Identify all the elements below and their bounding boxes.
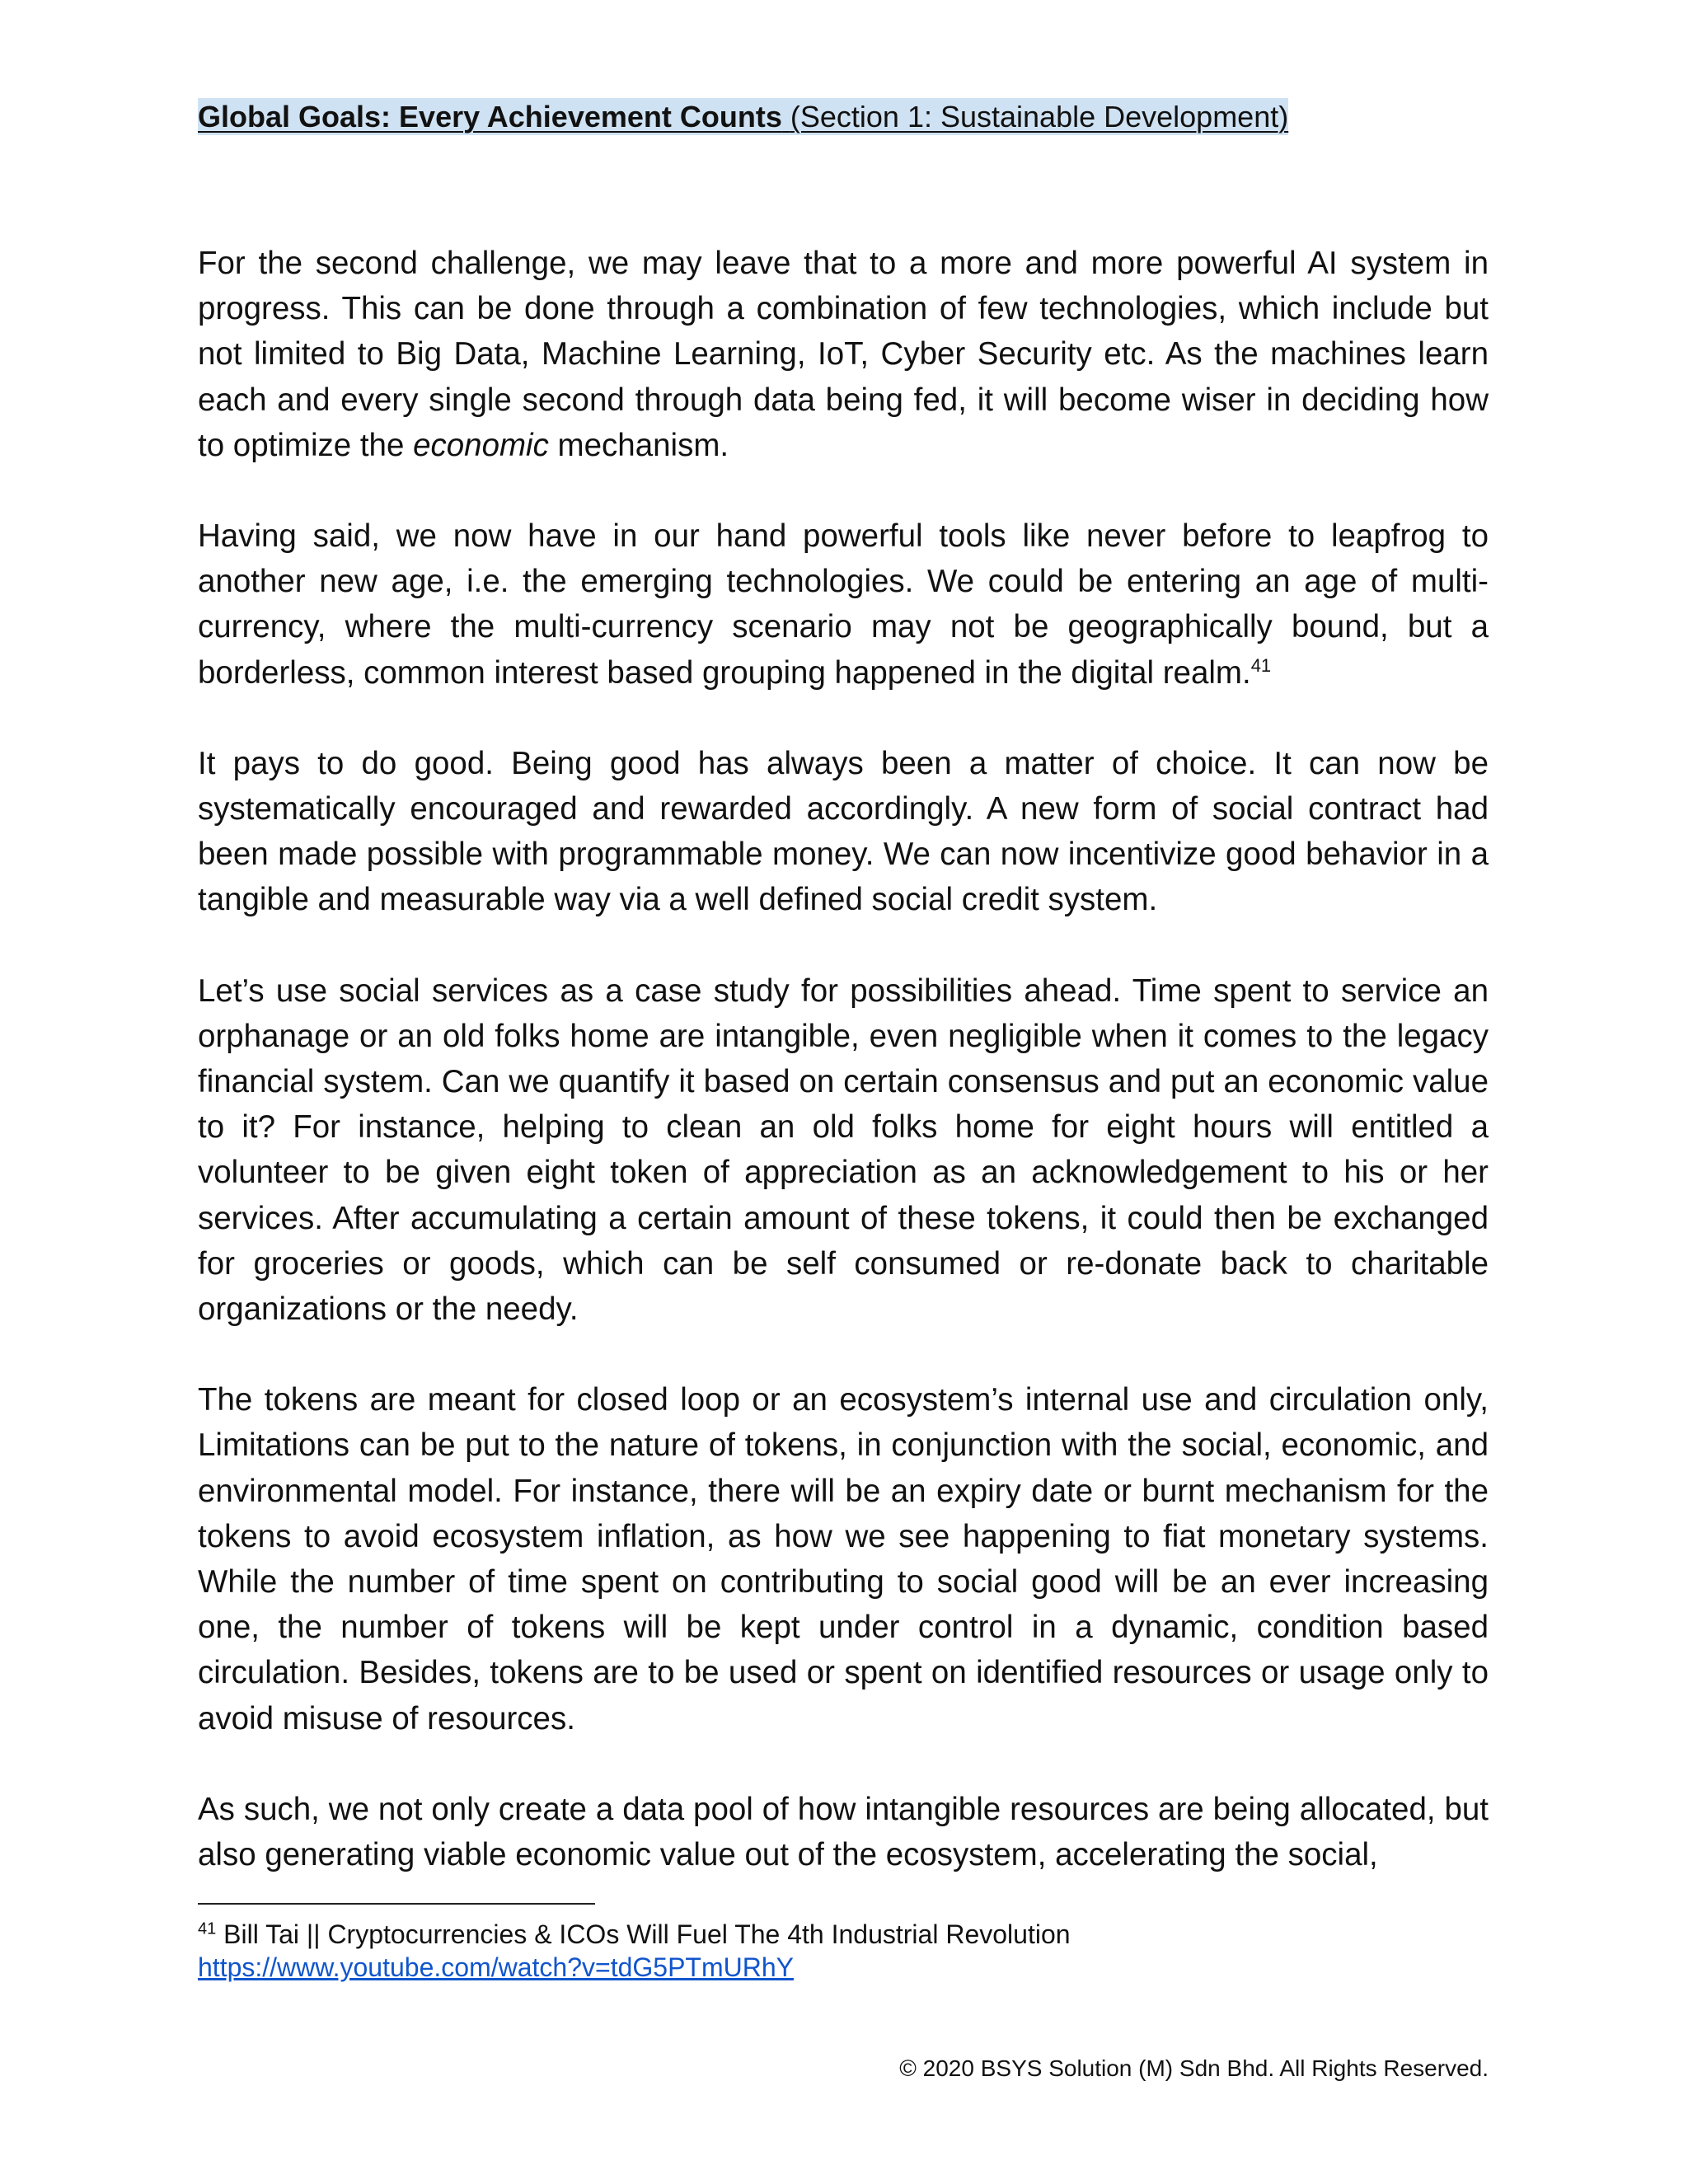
paragraph-5-text: The tokens are meant for closed loop or an ecosystem’s internal use and circulation only, Limitations can be put to the nature of tokens, in conjunction with the social, economic, and environmental model. For instance, there will be an expiry date or burnt mechanism for the tokens to avoid ecosystem inflation, as how we see happening to fiat monetary systems. While the number of time spent on contributing to social good will be an ever increasing one, the number of tokens will be kept under control in a dynamic, condition based circulation. Besides, tokens are to be used or spent on identified resources or usage only to avoid misuse of resources.	[198, 1382, 1489, 1736]
paragraph-1	[198, 241, 1489, 468]
header-title: Global Goals: Every Achievement Counts	[198, 100, 782, 134]
header-section-label: (Section 1: Sustainable Development)	[790, 100, 1289, 134]
footnote	[198, 1918, 1071, 1984]
footnote-link-line	[198, 1951, 1071, 1984]
paragraph-1-text-b: mechanism.	[548, 427, 729, 463]
paragraph-3	[198, 741, 1489, 923]
footnote-number: 41	[198, 1919, 217, 1938]
footnote-text: Bill Tai || Cryptocurrencies & ICOs Will Fuel The 4th Industrial Revolution	[216, 1919, 1071, 1949]
section-header	[198, 97, 1288, 137]
header-highlight	[198, 98, 1288, 135]
footnote-reference[interactable]: 41	[1250, 654, 1272, 676]
paragraph-2-text: Having said, we now have in our hand powerful tools like never before to leapfrog to another new age, i.e. the emerging technologies. We could be entering an age of multi-currency, where the multi-currency scenario may not be geographically bound, but a borderless, common interest based grouping happened in the digital realm.	[198, 518, 1489, 691]
footnote-link[interactable]: https://www.youtube.com/watch?v=tdG5PTmURhY	[198, 1952, 794, 1982]
paragraph-1-italic-word: economic	[413, 427, 549, 463]
footnote-line	[198, 1918, 1071, 1951]
paragraph-3-text: It pays to do good. Being good has always been a matter of choice. It can now be systematically encouraged and rewarded accordingly. A new form of social contract had been made possible with programmable money. We can now incentivize good behavior in a tangible and measurable way via a well defined social credit system.	[198, 745, 1489, 918]
footnote-divider	[198, 1903, 595, 1905]
paragraph-5	[198, 1377, 1489, 1741]
paragraph-2	[198, 513, 1489, 696]
paragraph-4	[198, 968, 1489, 1333]
body-text	[198, 241, 1489, 1923]
paragraph-1-text-a: For the second challenge, we may leave that to a more and more powerful AI system in progress. This can be done through a combination of few technologies, which include but not limited to Big Data, Machine Learning, IoT, Cyber Security etc. As the machines learn each and every single second through data being fed, it will become wiser in deciding how to optimize the	[198, 246, 1489, 463]
paragraph-6-text: As such, we not only create a data pool of how intangible resources are being allocated, but also generating viable economic value out of the ecosystem, accelerating the social,	[198, 1791, 1489, 1873]
copyright-footer: © 2020 BSYS Solution (M) Sdn Bhd. All Rights Reserved.	[899, 2055, 1489, 2081]
paragraph-4-text: Let’s use social services as a case study for possibilities ahead. Time spent to service an orphanage or an old folks home are intangible, even negligible when it comes to the legacy financial system. Can we quantify it based on certain consensus and put an economic value to it? For instance, helping to clean an old folks home for eight hours will entitled a volunteer to be given eight token of appreciation as an acknowledgement to his or her services. After accumulating a certain amount of these tokens, it could then be exchanged for groceries or goods, which can be self consumed or re-donate back to charitable organizations or the needy.	[198, 972, 1489, 1328]
paragraph-6	[198, 1787, 1489, 1877]
